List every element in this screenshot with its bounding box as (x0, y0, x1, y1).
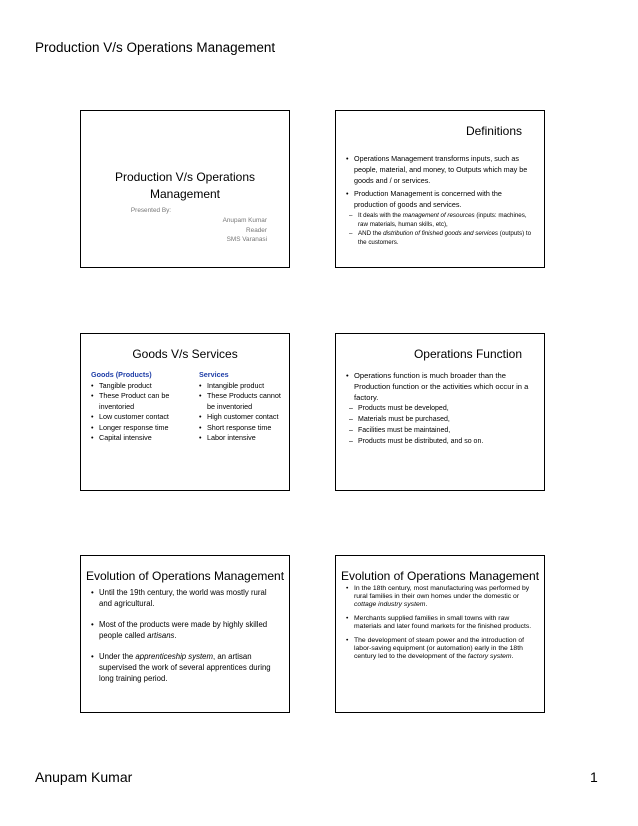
goods-column (91, 370, 199, 444)
document-header: Production V/s Operations Management (35, 40, 276, 55)
footer-author: Anupam Kumar (35, 769, 133, 785)
slide-body (346, 585, 534, 667)
comparison-columns (91, 370, 281, 444)
services-heading: Services (199, 370, 229, 379)
text-run: . (511, 653, 514, 660)
emphasis-text: distribution of finished goods and services (383, 230, 498, 237)
goods-item: • Longer response time (91, 423, 199, 434)
goods-item: • Low customer contact (91, 412, 199, 423)
emphasis-text: cottage industry system (354, 601, 426, 608)
slide-evolution-1 (80, 555, 290, 713)
sub-bullet-item: – Facilities must be maintained, (346, 425, 534, 436)
bullet-item (91, 651, 279, 684)
slide-evolution-2 (335, 555, 545, 713)
author-name: Anupam Kumar (222, 217, 267, 224)
slide-heading: Evolution of Operations Management (340, 569, 540, 583)
slide-body (91, 587, 279, 694)
services-item: • High customer contact (199, 412, 281, 423)
text-run: The development of steam power and the introduction of labor-saving equipment (or automation) early in the 18th century led to the development of the (354, 637, 525, 660)
text-run: (inputs: machines, raw materials, human skills, etc), (358, 212, 527, 228)
emphasis-text: management of resources (402, 212, 475, 219)
slide-heading: Definitions (465, 124, 522, 138)
emphasis-text: apprenticeship system (135, 652, 213, 661)
sub-bullet-item (346, 212, 534, 229)
presented-by-label: Presented By: (130, 207, 172, 214)
services-column (199, 370, 281, 444)
author-role: Reader (246, 226, 267, 234)
text-run: Most of the products were made by highly skilled people called (99, 620, 268, 640)
text-run: (outputs) to the customers. (358, 230, 532, 246)
goods-item: • Tangible product (91, 381, 199, 392)
services-item: • Short response time (199, 423, 281, 434)
slide-title-heading (81, 169, 289, 203)
text-run: Under the (99, 652, 136, 661)
bullet-item (346, 637, 534, 661)
text-run: . (174, 631, 177, 640)
text-run: AND the (358, 230, 384, 237)
bullet-item (346, 585, 534, 609)
slide-body (346, 370, 534, 447)
bullet-item (91, 619, 279, 641)
text-run: In the 18th century, most manufacturing was performed by rural families in their own homes under the domestic or (354, 585, 530, 600)
services-item: • These Products cannot be inventoried (199, 391, 281, 412)
title-line-1: Production V/s Operations (114, 170, 256, 184)
page-number: 1 (590, 769, 598, 785)
goods-heading: Goods (Products) (91, 370, 152, 379)
slide-heading: Goods V/s Services (132, 347, 238, 361)
sub-bullet-item: – Products must be distributed, and so on. (346, 436, 534, 447)
bullet-item: • Until the 19th century, the world was mostly rural and agricultural. (91, 587, 279, 609)
services-item: • Labor intensive (199, 433, 281, 444)
bullet-item: • Operations Management transforms inputs, such as people, material, and money, to Outputs which may be goods and / or services. (346, 153, 534, 186)
author-block (223, 216, 267, 245)
bullet-item: • Production Management is concerned with the production of goods and services. (346, 188, 534, 210)
sub-bullet-item: – Products must be developed, (346, 403, 534, 414)
bullet-item: • Operations function is much broader than the Production function or the activities which occur in a factory. (346, 370, 534, 403)
emphasis-text: artisans (147, 631, 175, 640)
slide-title (80, 110, 290, 268)
emphasis-text: factory system (467, 653, 512, 660)
goods-item: • These Product can be inventoried (91, 391, 199, 412)
text-run: It deals with the (358, 212, 403, 219)
bullet-item: • Merchants supplied families in small towns with raw materials and later found markets for the finished products. (346, 615, 534, 631)
slide-definitions (335, 110, 545, 268)
slide-goods-services (80, 333, 290, 491)
title-line-2: Management (149, 187, 221, 201)
author-org: SMS Varanasi (226, 236, 267, 243)
text-run: , an artisan supervised the work of several apprentices during long training period. (99, 652, 271, 683)
sub-bullet-item: – Materials must be purchased, (346, 414, 534, 425)
services-item: • Intangible product (199, 381, 281, 392)
slide-operations-function (335, 333, 545, 491)
text-run: . (425, 601, 428, 608)
slide-heading: Evolution of Operations Management (85, 569, 285, 583)
slide-heading: Operations Function (413, 347, 522, 361)
sub-bullet-item (346, 230, 534, 247)
slide-body (346, 153, 534, 248)
goods-item: • Capital intensive (91, 433, 199, 444)
